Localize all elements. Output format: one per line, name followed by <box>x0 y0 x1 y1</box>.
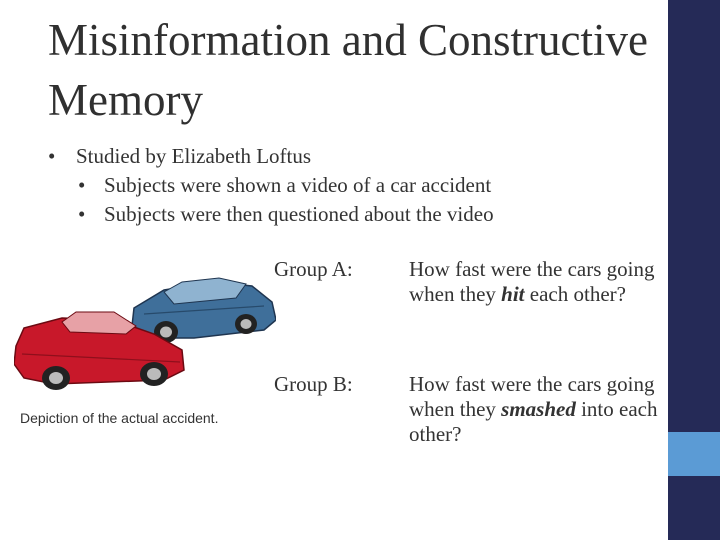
bullet-sub-1 <box>48 171 658 200</box>
bullet-main-text: Studied by Elizabeth Loftus <box>76 144 312 168</box>
group-a-question-emphasis: hit <box>501 282 525 306</box>
group-a-question <box>409 257 669 307</box>
group-b-label: Group B: <box>274 372 353 396</box>
group-a-question-start: How fast were the cars going when they <box>409 257 655 306</box>
group-b-question-end: into each other? <box>409 397 658 446</box>
bullet-sub-2-text: Subjects were then questioned about the video <box>104 202 494 226</box>
group-b-question-emphasis: smashed <box>501 397 576 421</box>
car-accident-illustration <box>14 268 276 398</box>
group-a-question-end: each other? <box>524 282 626 306</box>
group-a-label: Group A: <box>274 257 353 281</box>
bullet-sub-2 <box>48 200 658 229</box>
bullet-list <box>48 142 658 229</box>
bullet-sub-1-text: Subjects were shown a video of a car accident <box>104 173 492 197</box>
bullet-dot: • <box>78 202 86 226</box>
bullet-main <box>48 142 658 171</box>
image-caption: Depiction of the actual accident. <box>20 410 219 426</box>
bullet-dot: • <box>48 144 56 168</box>
sidebar-accent <box>668 432 720 476</box>
bullet-dot: • <box>78 173 86 197</box>
slide-title: Misinformation and Constructive Memory <box>48 15 648 125</box>
group-b-question <box>409 372 669 447</box>
group-b-question-start: How fast were the cars going when they <box>409 372 655 421</box>
